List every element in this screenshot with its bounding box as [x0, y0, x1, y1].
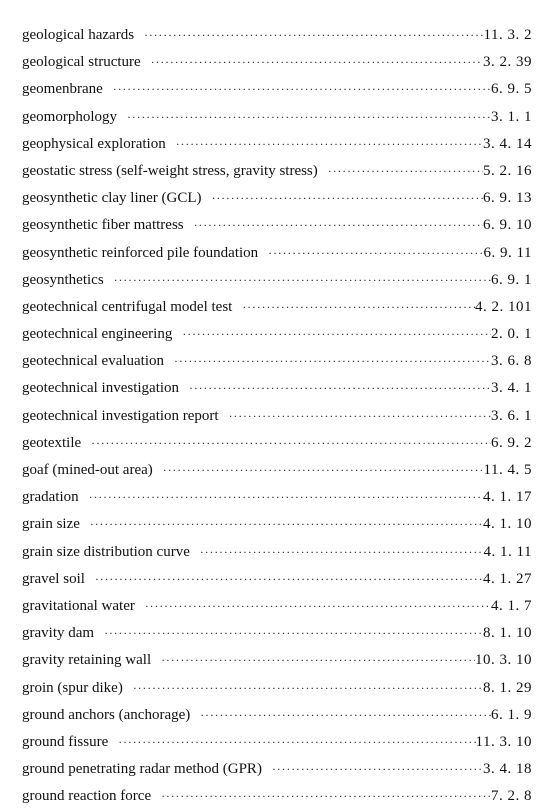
index-term: gravitational water: [22, 597, 135, 614]
dot-leader: [127, 104, 491, 131]
dot-leader: [133, 675, 483, 702]
dot-leader: [145, 593, 491, 620]
index-ref: 3. 6. 8: [491, 353, 532, 370]
index-term: geosynthetics: [22, 271, 104, 288]
dot-leader: [104, 620, 483, 647]
index-ref: 6. 9. 13: [483, 190, 532, 207]
index-entry: [22, 430, 532, 457]
dot-leader: [200, 702, 491, 729]
index-entry: [22, 348, 532, 375]
index-ref: 4. 1. 27: [483, 570, 532, 587]
index-entry: [22, 484, 532, 511]
dot-leader: [95, 566, 483, 593]
dot-leader: [151, 49, 483, 76]
dot-leader: [200, 539, 484, 566]
index-ref: 6. 9. 10: [483, 217, 532, 234]
dot-leader: [229, 403, 491, 430]
index-term: gravity retaining wall: [22, 652, 152, 669]
index-ref: 3. 4. 18: [483, 761, 532, 778]
index-ref: 3. 4. 14: [483, 135, 532, 152]
index-ref: 10. 3. 10: [475, 652, 532, 669]
index-term: gravity dam: [22, 625, 95, 642]
dot-leader: [91, 430, 491, 457]
index-ref: 11. 3. 2: [483, 27, 532, 43]
index-term: ground fissure: [22, 733, 109, 750]
index-term: gradation: [22, 489, 79, 506]
dot-leader: [161, 647, 475, 674]
dot-leader: [161, 783, 491, 810]
index-entry: [22, 647, 532, 674]
index-term: geotechnical investigation: [22, 380, 180, 397]
index-entry: [22, 131, 532, 158]
index-term: groin (spur dike): [22, 679, 123, 696]
index-term: ground anchors (anchorage): [22, 706, 191, 723]
index-term: geosynthetic reinforced pile foundation: [22, 244, 259, 261]
index-entry: [22, 375, 532, 402]
index-ref: 4. 1. 7: [491, 597, 532, 614]
index-entry: [22, 702, 532, 729]
index-ref: 6. 9. 11: [483, 244, 532, 261]
index-ref: 5. 2. 16: [483, 162, 532, 179]
dot-leader: [272, 756, 483, 783]
index-term: geotextile: [22, 434, 82, 451]
index-entry: [22, 756, 532, 783]
index-ref: 4. 2. 101: [475, 298, 532, 315]
index-term: geological hazards: [22, 27, 135, 43]
index-entry: [22, 675, 532, 702]
index-ref: 6. 9. 5: [491, 81, 532, 98]
index-ref: 8. 1. 10: [483, 625, 532, 642]
index-entry: [22, 294, 532, 321]
dot-leader: [176, 131, 483, 158]
index-term: geomenbrane: [22, 81, 103, 98]
index-ref: 4. 1. 11: [483, 543, 532, 560]
index-entry: [22, 321, 532, 348]
index-entry: [22, 185, 532, 212]
index-term: goaf (mined-out area): [22, 462, 153, 478]
index-term: geological structure: [22, 54, 141, 71]
index-entry: [22, 76, 532, 103]
index-entry: [22, 158, 532, 185]
index-term: geosynthetic clay liner (GCL): [22, 190, 202, 207]
index-entry: [22, 212, 532, 239]
dot-leader: [212, 185, 483, 212]
index-entry: [22, 620, 532, 647]
dot-leader: [194, 212, 483, 239]
index-term: grain size distribution curve: [22, 543, 190, 560]
index-entry: [22, 783, 532, 810]
index-term: geotechnical evaluation: [22, 353, 165, 370]
index-entry: [22, 240, 532, 267]
index-ref: 3. 2. 39: [483, 54, 532, 71]
index-term: ground reaction force: [22, 788, 152, 805]
index-entry: [22, 511, 532, 538]
index-term: geosynthetic fiber mattress: [22, 217, 184, 234]
index-term: geotechnical centrifugal model test: [22, 298, 233, 315]
dot-leader: [114, 267, 491, 294]
dot-leader: [174, 348, 491, 375]
index-ref: 3. 4. 1: [491, 380, 532, 397]
dot-leader: [89, 484, 483, 511]
dot-leader: [182, 321, 491, 348]
dot-leader: [189, 375, 491, 402]
index-term: gravel soil: [22, 570, 85, 587]
index-ref: 4. 1. 17: [483, 489, 532, 506]
index-list: [22, 22, 532, 810]
index-entry: [22, 267, 532, 294]
index-entry: [22, 457, 532, 484]
index-term: geomorphology: [22, 108, 117, 125]
dot-leader: [268, 240, 483, 267]
index-ref: 11. 3. 10: [475, 733, 532, 750]
index-entry: [22, 566, 532, 593]
dot-leader: [144, 22, 484, 49]
dot-leader: [163, 457, 484, 484]
dot-leader: [118, 729, 475, 756]
index-term: ground penetrating radar method (GPR): [22, 761, 262, 778]
index-term: geotechnical investigation report: [22, 407, 219, 424]
index-ref: 6. 9. 2: [491, 434, 532, 451]
index-ref: 6. 1. 9: [491, 706, 532, 723]
index-ref: 11. 4. 5: [483, 462, 532, 478]
index-ref: 3. 1. 1: [491, 108, 532, 125]
dot-leader: [90, 511, 483, 538]
index-entry: [22, 539, 532, 566]
index-term: geotechnical engineering: [22, 326, 173, 343]
index-entry: [22, 593, 532, 620]
index-term: geophysical exploration: [22, 135, 166, 152]
index-entry: [22, 729, 532, 756]
dot-leader: [242, 294, 475, 321]
dot-leader: [113, 76, 491, 103]
index-entry: [22, 104, 532, 131]
dot-leader: [328, 158, 483, 185]
index-term: grain size: [22, 516, 80, 533]
index-term: geostatic stress (self-weight stress, gravity stress): [22, 162, 318, 179]
index-entry: [22, 22, 532, 49]
index-ref: 6. 9. 1: [491, 271, 532, 288]
index-ref: 3. 6. 1: [491, 407, 532, 424]
index-entry: [22, 49, 532, 76]
index-ref: 8. 1. 29: [483, 679, 532, 696]
index-entry: [22, 403, 532, 430]
index-ref: 2. 0. 1: [491, 326, 532, 343]
index-ref: 7. 2. 8: [491, 788, 532, 805]
index-ref: 4. 1. 10: [483, 516, 532, 533]
